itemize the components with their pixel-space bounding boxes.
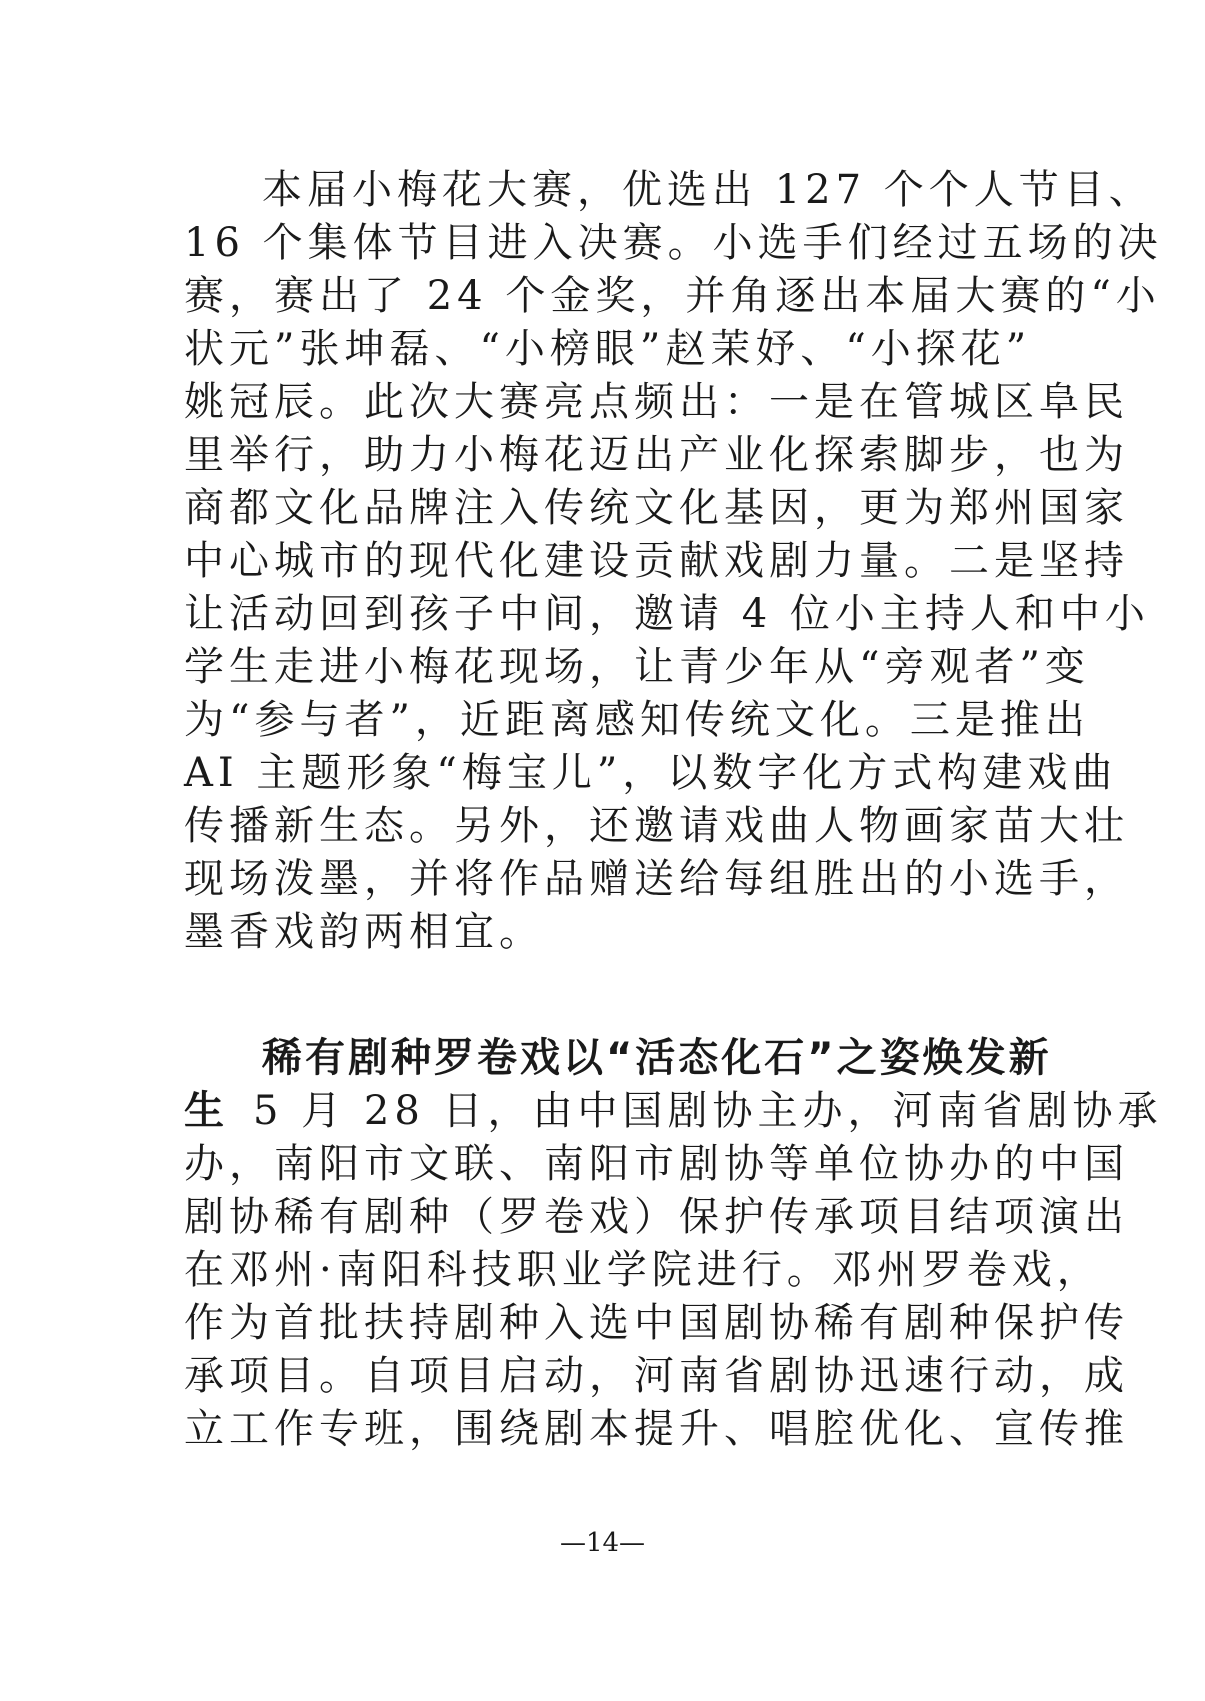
paragraph-line: 中心城市的现代化建设贡献戏剧力量。二是坚持 bbox=[184, 538, 1129, 584]
paragraph-line: 墨香戏韵两相宜。 bbox=[184, 909, 544, 955]
section-heading-end: 生 bbox=[184, 1088, 229, 1134]
paragraph-text: 5 月 28 日，由中国剧协主办，河南省剧协承 bbox=[253, 1088, 1163, 1134]
paragraph-line: 学生走进小梅花现场，让青少年从“旁观者”变 bbox=[184, 644, 1090, 690]
paragraph-line: 赛，赛出了 24 个金奖，并角逐出本届大赛的“小 bbox=[184, 273, 1161, 319]
paragraph-line: 剧协稀有剧种（罗卷戏）保护传承项目结项演出 bbox=[184, 1194, 1129, 1240]
paragraph-line: 本届小梅花大赛，优选出 127 个个人节目、 bbox=[262, 167, 1154, 213]
paragraph-line: 立工作专班，围绕剧本提升、唱腔优化、宣传推 bbox=[184, 1406, 1129, 1452]
paragraph-line: 让活动回到孩子中间，邀请 4 位小主持人和中小 bbox=[184, 591, 1150, 637]
section-heading: 稀有剧种罗卷戏以“活态化石”之姿焕发新 bbox=[262, 1035, 1052, 1081]
paragraph-line: 办，南阳市文联、南阳市剧协等单位协办的中国 bbox=[184, 1141, 1129, 1187]
paragraph-line: 现场泼墨，并将作品赠送给每组胜出的小选手， bbox=[184, 856, 1129, 902]
paragraph-line: 在邓州·南阳科技职业学院进行。邓州罗卷戏， bbox=[184, 1247, 1102, 1293]
paragraph-line-with-heading-end bbox=[184, 1081, 1163, 1141]
paragraph-line: AI 主题形象“梅宝儿”，以数字化方式构建戏曲 bbox=[184, 750, 1118, 796]
paragraph-line: 商都文化品牌注入传统文化基因，更为郑州国家 bbox=[184, 485, 1129, 531]
paragraph-line: 为“参与者”，近距离感知传统文化。三是推出 bbox=[184, 697, 1090, 743]
page-number: —14— bbox=[559, 1528, 646, 1558]
paragraph-line: 16 个集体节目进入决赛。小选手们经过五场的决 bbox=[184, 220, 1163, 266]
paragraph-line: 状元”张坤磊、“小榜眼”赵茉妤、“小探花” bbox=[184, 326, 1032, 372]
paragraph-line: 里举行，助力小梅花迈出产业化探索脚步，也为 bbox=[184, 432, 1129, 478]
paragraph-line: 传播新生态。另外，还邀请戏曲人物画家苗大壮 bbox=[184, 803, 1129, 849]
paragraph-line: 姚冠辰。此次大赛亮点频出：一是在管城区阜民 bbox=[184, 379, 1129, 425]
paragraph-line: 作为首批扶持剧种入选中国剧协稀有剧种保护传 bbox=[184, 1300, 1129, 1346]
paragraph-line: 承项目。自项目启动，河南省剧协迅速行动，成 bbox=[184, 1353, 1129, 1399]
